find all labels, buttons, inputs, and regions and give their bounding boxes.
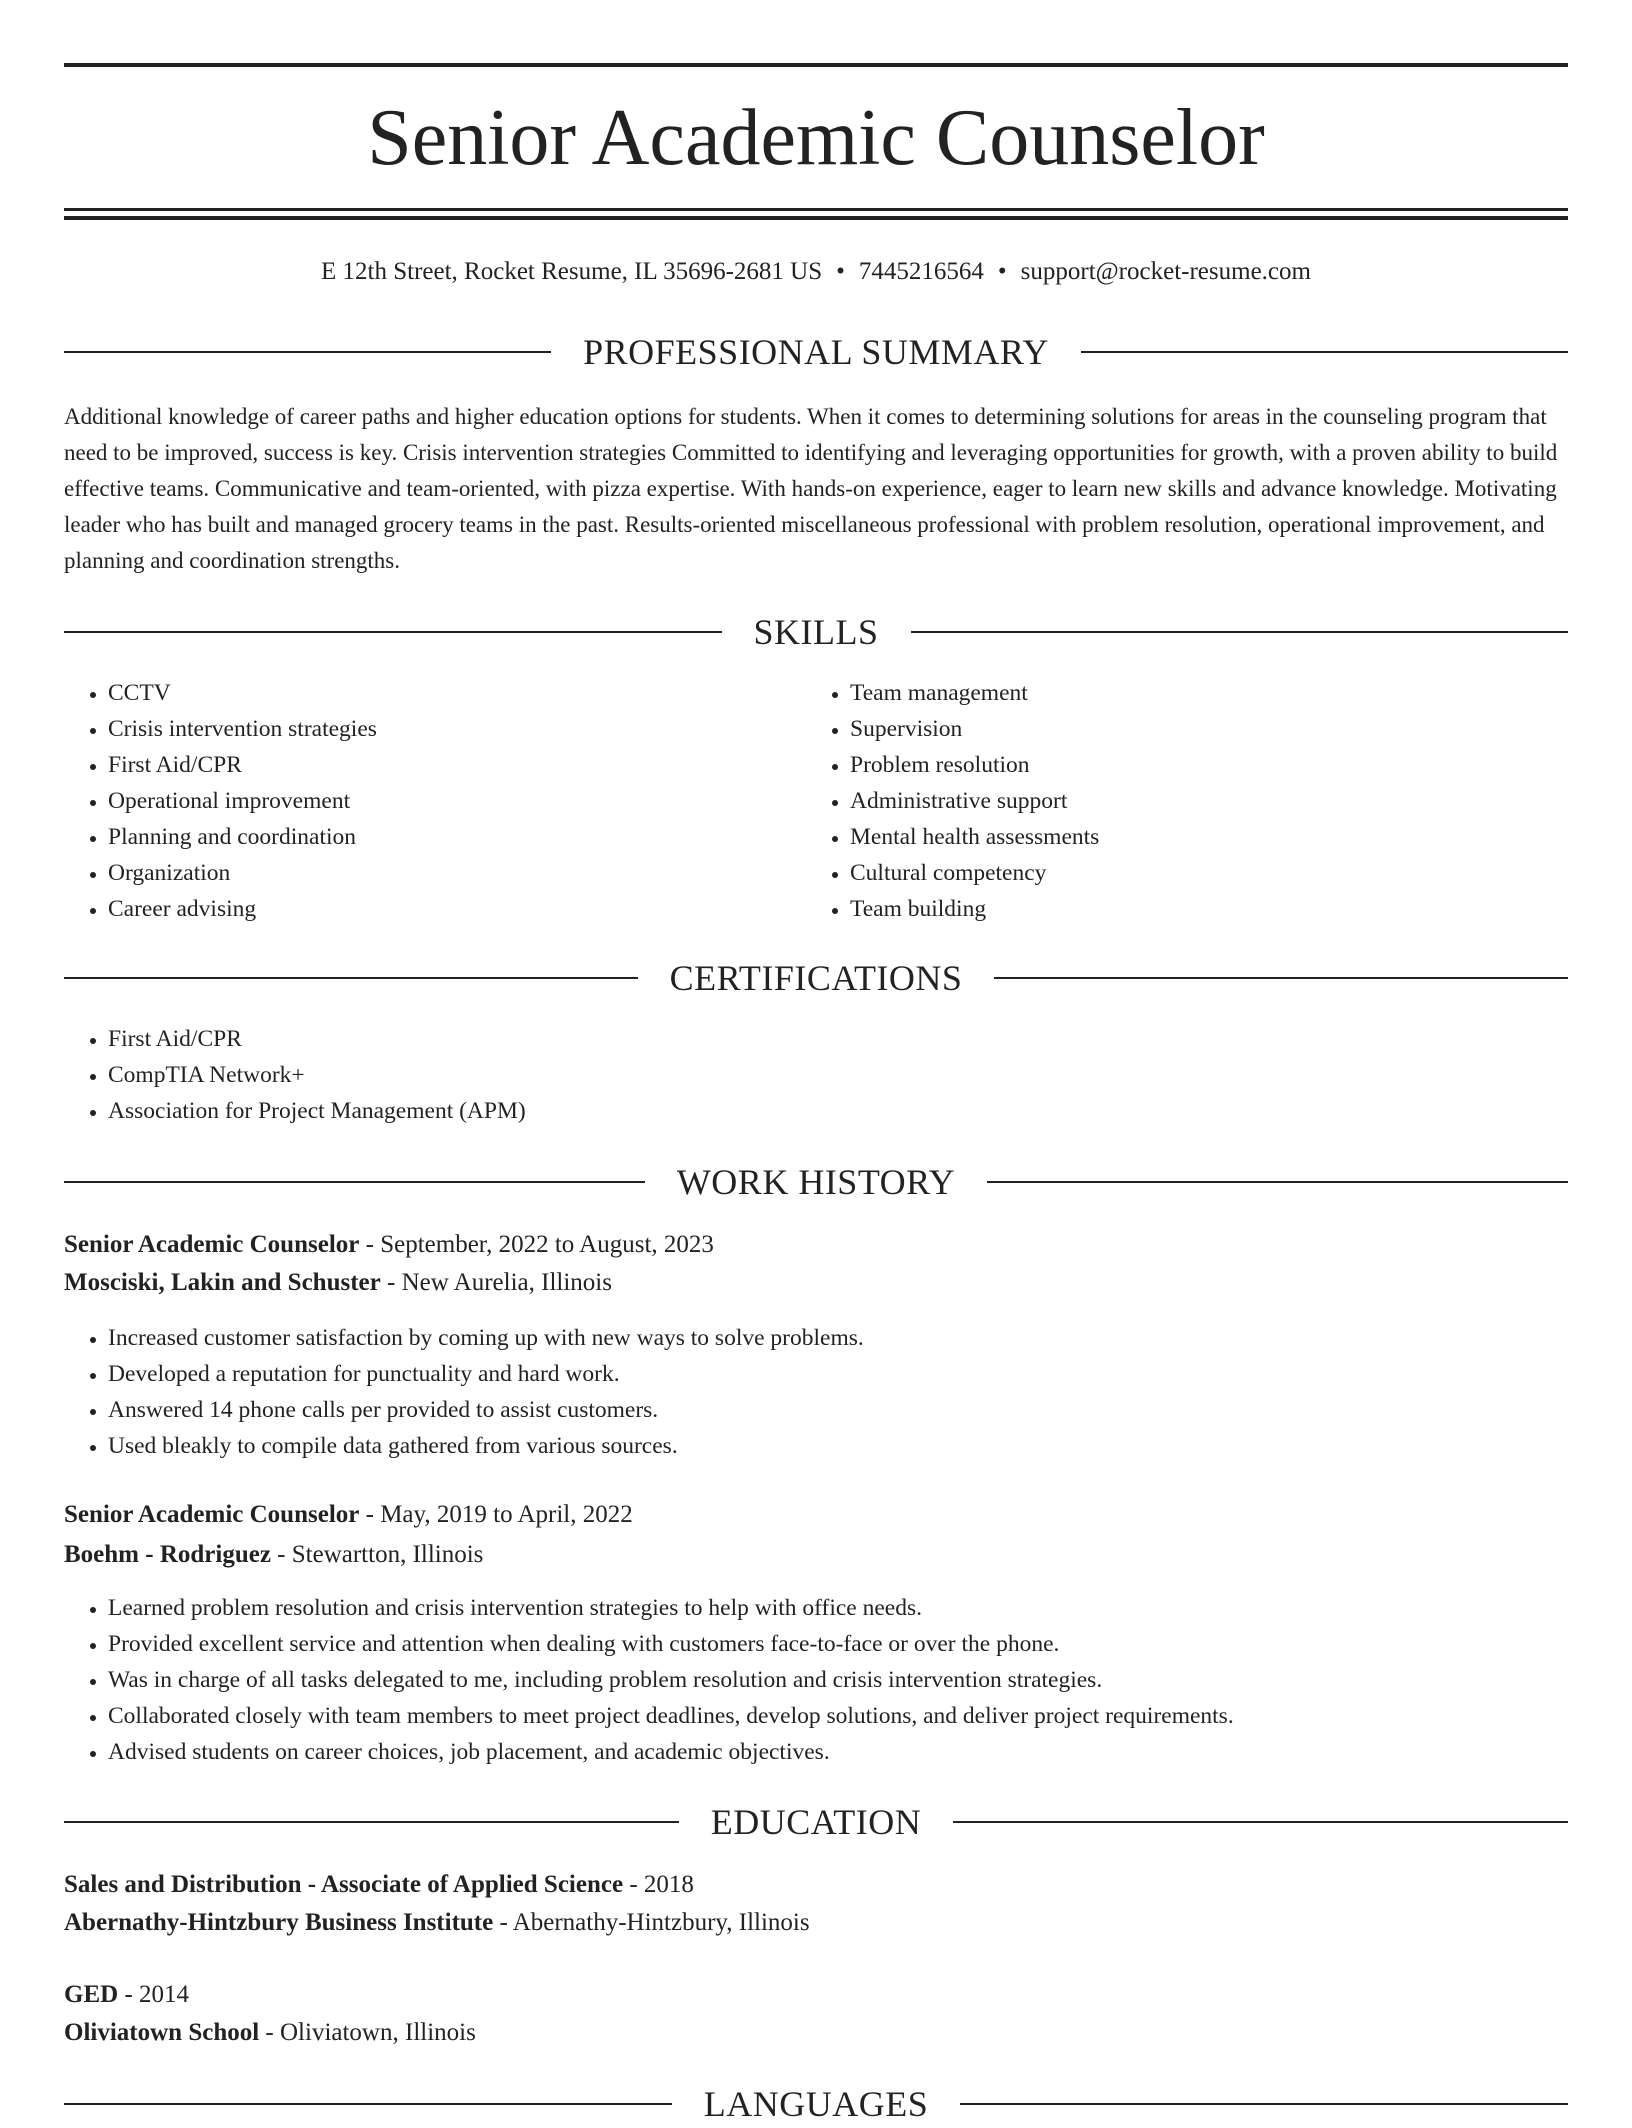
skill-item: • Team management: [850, 675, 1550, 711]
heading-rule-right: [994, 977, 1568, 979]
education-degree-line: GED - 2014: [64, 1981, 190, 2008]
summary-text: Additional knowledge of career paths and higher education options for students. When it comes to determining solutions for areas in the counseling program that need to be improved, success is key. Crisis intervention strategies Committed to identifying and leveraging opportunities for growth, with a proven ability to build effective teams. Communicative and team-oriented, with pizza expertise. With hands-on experience, eager to learn new skills and advance knowledge. Motivating leader who has built and managed grocery teams in the past. Results-oriented miscellaneous professional with problem resolution, operational improvement, and planning and coordination strengths.: [64, 404, 1558, 573]
skill-item: • Supervision: [850, 711, 1550, 747]
education-heading-title: EDUCATION: [710, 1802, 922, 1842]
header-double-rule: [64, 208, 1568, 220]
heading-rule-left: [64, 977, 638, 979]
job-title: Senior Academic Counselor: [64, 1501, 360, 1528]
certifications-heading: [64, 954, 1568, 1002]
contact-address: E 12th Street, Rocket Resume, IL 35696-2681 US: [321, 258, 823, 285]
certification-item: • Association for Project Management (APM): [108, 1093, 1508, 1129]
job-bullets: [64, 1590, 1568, 1770]
job-title-line: Senior Academic Counselor - September, 2022 to August, 2023: [64, 1231, 714, 1258]
skill-item: • First Aid/CPR: [108, 747, 808, 783]
job-bullet: • Developed a reputation for punctuality and hard work.: [108, 1356, 1568, 1392]
languages-heading: [64, 2080, 1568, 2128]
education-school-line: Abernathy-Hintzbury Business Institute - Abernathy-Hintzbury, Illinois: [64, 1909, 810, 1936]
skill-item: • Administrative support: [850, 783, 1550, 819]
skill-item: • Problem resolution: [850, 747, 1550, 783]
education-location: Oliviatown, Illinois: [280, 2019, 476, 2046]
contact-separator: •: [836, 258, 845, 285]
job-bullet: • Advised students on career choices, job placement, and academic objectives.: [108, 1734, 1568, 1770]
contact-separator: •: [997, 258, 1007, 285]
skill-item: • Organization: [108, 855, 808, 891]
heading-rule-left: [64, 351, 551, 353]
certifications-list: [64, 1021, 1508, 1129]
work-heading-title: WORK HISTORY: [676, 1162, 956, 1202]
certifications-heading-title: CERTIFICATIONS: [669, 958, 963, 998]
education-degree: Sales and Distribution - Associate of Applied Science: [64, 1871, 624, 1898]
resume-title: Senior Academic Counselor: [367, 94, 1265, 182]
skill-item: • Career advising: [108, 891, 808, 927]
heading-rule-left: [64, 1821, 679, 1823]
heading-rule-left: [64, 631, 722, 633]
job-title: Senior Academic Counselor: [64, 1231, 360, 1258]
education-school: Abernathy-Hintzbury Business Institute: [64, 1909, 494, 1936]
job-bullet: • Increased customer satisfaction by coming up with new ways to solve problems.: [108, 1320, 1568, 1356]
skills-list-left: [64, 675, 808, 927]
education-year: 2014: [139, 1981, 190, 2008]
skill-item: • Planning and coordination: [108, 819, 808, 855]
job-company-line: Boehm - Rodriguez - Stewartton, Illinois: [64, 1541, 484, 1568]
education-heading: [64, 1798, 1568, 1846]
contact-line: [64, 252, 1568, 292]
job-location: Stewartton, Illinois: [291, 1541, 484, 1568]
contact-email[interactable]: support@rocket-resume.com: [1020, 258, 1311, 285]
certification-item: • First Aid/CPR: [108, 1021, 1508, 1057]
skills-list-right: [806, 675, 1550, 927]
work-heading: [64, 1158, 1568, 1206]
contact-phone[interactable]: 7445216564: [858, 258, 984, 285]
summary-heading: [64, 328, 1568, 376]
job-bullet: • Provided excellent service and attention when dealing with customers face-to-face or over the phone.: [108, 1626, 1568, 1662]
skill-item: • Team building: [850, 891, 1550, 927]
education-degree: GED: [64, 1981, 119, 2008]
education-degree-line: Sales and Distribution - Associate of Applied Science - 2018: [64, 1871, 694, 1898]
summary-heading-title: PROFESSIONAL SUMMARY: [583, 332, 1049, 372]
job-dates: September, 2022 to August, 2023: [380, 1231, 714, 1258]
skills-heading: [64, 608, 1568, 656]
header-top-rule: [64, 63, 1568, 67]
job-bullet: • Learned problem resolution and crisis intervention strategies to help with office needs.: [108, 1590, 1568, 1626]
education-school: Oliviatown School: [64, 2019, 260, 2046]
job-company: Boehm - Rodriguez: [64, 1541, 271, 1568]
heading-rule-left: [64, 2103, 672, 2105]
job-bullets: [64, 1320, 1568, 1464]
languages-heading-title: LANGUAGES: [703, 2084, 929, 2124]
heading-rule-right: [1081, 351, 1568, 353]
job-company: Mosciski, Lakin and Schuster: [64, 1269, 381, 1296]
certification-item: • CompTIA Network+: [108, 1057, 1508, 1093]
heading-rule-left: [64, 1181, 645, 1183]
heading-rule-right: [960, 2103, 1568, 2105]
skills-heading-title: SKILLS: [753, 612, 879, 652]
skill-item: • Crisis intervention strategies: [108, 711, 808, 747]
skill-item: • Cultural competency: [850, 855, 1550, 891]
skill-item: • Mental health assessments: [850, 819, 1550, 855]
job-bullet: • Was in charge of all tasks delegated to me, including problem resolution and crisis intervention strategies.: [108, 1662, 1568, 1698]
heading-rule-right: [953, 1821, 1568, 1823]
education-location: Abernathy-Hintzbury, Illinois: [512, 1909, 810, 1936]
heading-rule-right: [987, 1181, 1568, 1183]
education-school-line: Oliviatown School - Oliviatown, Illinois: [64, 2019, 476, 2046]
education-year: 2018: [643, 1871, 694, 1898]
job-location: New Aurelia, Illinois: [401, 1269, 612, 1296]
job-dates: May, 2019 to April, 2022: [380, 1501, 633, 1528]
job-title-line: Senior Academic Counselor - May, 2019 to April, 2022: [64, 1501, 633, 1528]
heading-rule-right: [911, 631, 1569, 633]
job-bullet: • Answered 14 phone calls per provided to assist customers.: [108, 1392, 1568, 1428]
job-bullet: • Collaborated closely with team members to meet project deadlines, develop solutions, and deliver project requirements.: [108, 1698, 1568, 1734]
skill-item: • CCTV: [108, 675, 808, 711]
skill-item: • Operational improvement: [108, 783, 808, 819]
job-bullet: • Used bleakly to compile data gathered from various sources.: [108, 1428, 1568, 1464]
job-company-line: Mosciski, Lakin and Schuster - New Aurelia, Illinois: [64, 1269, 612, 1296]
